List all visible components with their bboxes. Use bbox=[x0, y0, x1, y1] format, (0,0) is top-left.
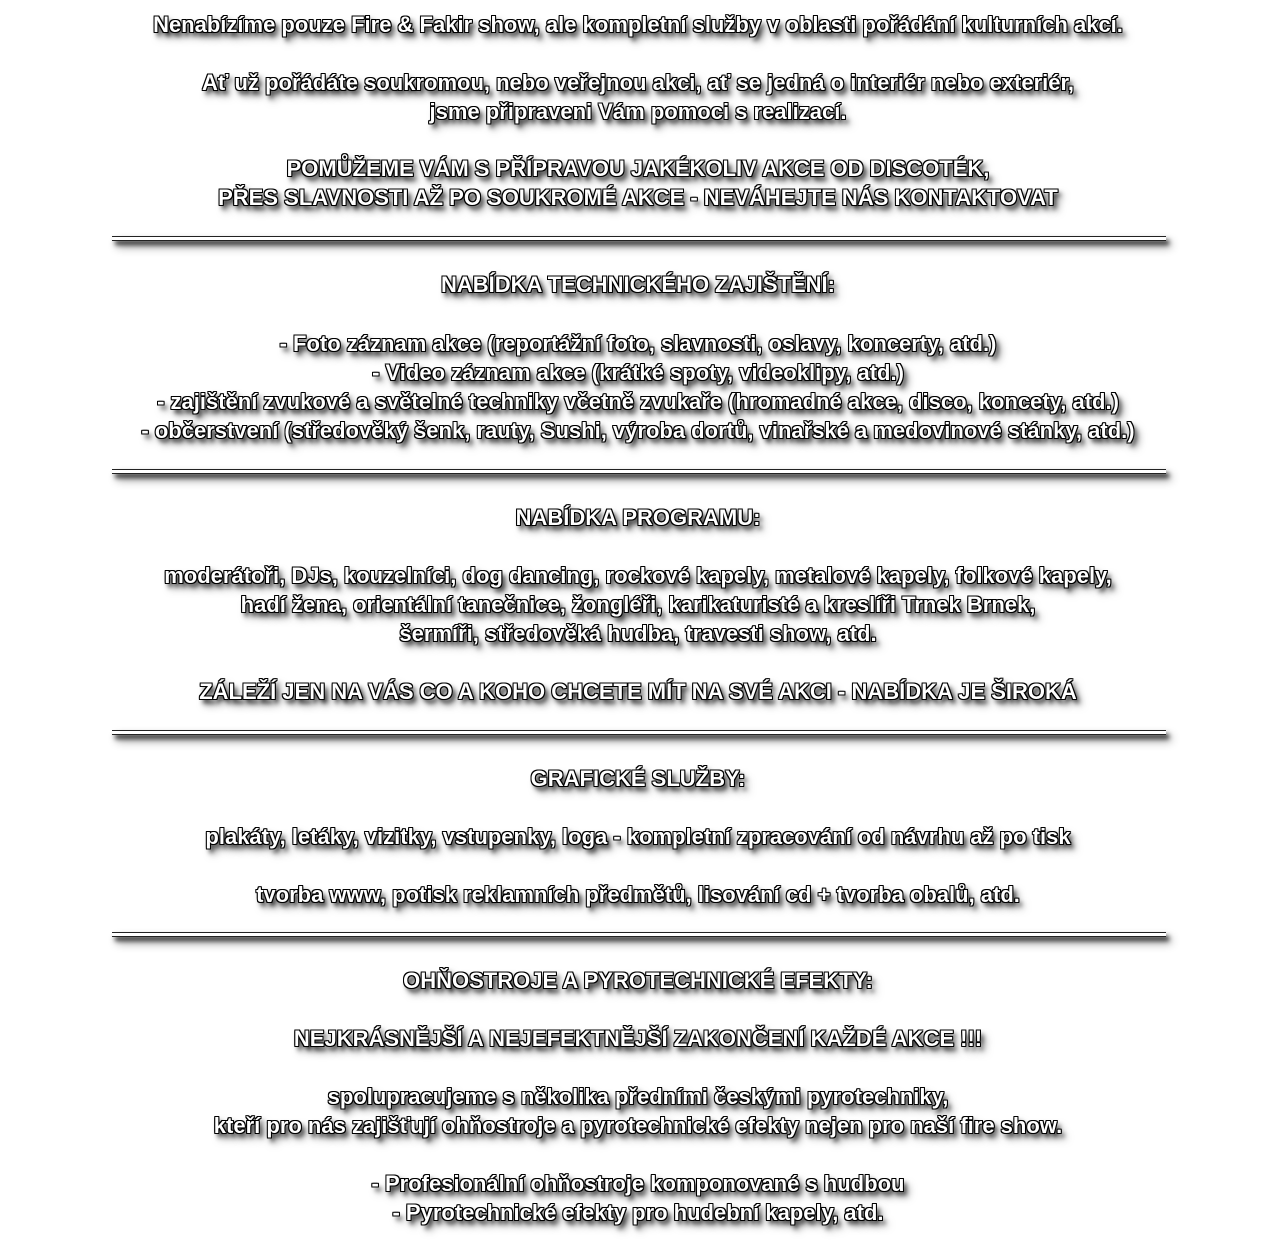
fireworks-tagline: NEJKRÁSNĚJŠÍ A NEJEFEKTNĚJŠÍ ZAKONČENÍ KAŽDÉ AKCE !!! bbox=[293, 1026, 983, 1051]
graphic-line: tvorba www, potisk reklamních předmětů, lisování cd + tvorba obalů, atd. bbox=[256, 882, 1020, 907]
program-heading: NABÍDKA PROGRAMU: bbox=[515, 505, 761, 530]
intro-paragraph: Ať už pořádáte soukromou, nebo veřejnou akci, ať se jedná o interiér nebo exteriér, bbox=[202, 70, 1074, 95]
section-divider bbox=[112, 730, 1166, 735]
section-divider bbox=[112, 932, 1166, 937]
program-line: hadí žena, orientální tanečnice, žongléři, karikaturisté a kreslíři Trnek Brnek, bbox=[240, 592, 1036, 617]
fireworks-item: - Pyrotechnické efekty pro hudební kapely, atd. bbox=[392, 1200, 884, 1225]
fireworks-heading: OHŇOSTROJE A PYROTECHNICKÉ EFEKTY: bbox=[403, 968, 873, 993]
graphic-heading: GRAFICKÉ SLUŽBY: bbox=[530, 766, 746, 791]
technical-heading: NABÍDKA TECHNICKÉHO ZAJIŠTĚNÍ: bbox=[441, 272, 835, 297]
fireworks-item: - Profesionální ohňostroje komponované s hudbou bbox=[371, 1171, 905, 1196]
fireworks-description: spolupracujeme s několika předními českými pyrotechniky, bbox=[327, 1084, 949, 1109]
intro-paragraph: Nenabízíme pouze Fire & Fakir show, ale kompletní služby v oblasti pořádání kulturních akcí. bbox=[153, 12, 1123, 37]
program-line: moderátoři, DJs, kouzelníci, dog dancing, rockové kapely, metalové kapely, folkové kapely, bbox=[164, 563, 1112, 588]
section-divider bbox=[112, 469, 1166, 474]
graphic-line: plakáty, letáky, vizitky, vstupenky, loga - kompletní zpracování od návrhu až po tisk bbox=[205, 824, 1071, 849]
program-tagline: ZÁLEŽÍ JEN NA VÁS CO A KOHO CHCETE MÍT NA SVÉ AKCI - NABÍDKA JE ŠIROKÁ bbox=[199, 679, 1077, 704]
program-line: šermíři, středověká hudba, travesti show, atd. bbox=[399, 621, 877, 646]
technical-item: - Video záznam akce (krátké spoty, videoklipy, atd.) bbox=[372, 360, 904, 385]
technical-item: - zajištění zvukové a světelné techniky včetně zvukaře (hromadné akce, disco, koncety, atd.) bbox=[157, 389, 1119, 414]
technical-item: - Foto záznam akce (reportážní foto, slavnosti, oslavy, koncerty, atd.) bbox=[279, 331, 997, 356]
intro-callout: POMŮŽEME VÁM S PŘÍPRAVOU JAKÉKOLIV AKCE OD DISCOTÉK, bbox=[286, 156, 990, 181]
technical-item: - občerstvení (středověký šenk, rauty, Sushi, výroba dortů, vinařské a medovinové stánky, atd.) bbox=[141, 418, 1135, 443]
intro-paragraph: jsme připraveni Vám pomoci s realizací. bbox=[429, 99, 847, 124]
intro-callout: PŘES SLAVNOSTI AŽ PO SOUKROMÉ AKCE - NEVÁHEJTE NÁS KONTAKTOVAT bbox=[218, 185, 1058, 210]
fireworks-description: kteří pro nás zajišťují ohňostroje a pyrotechnické efekty nejen pro naší fire show. bbox=[213, 1113, 1063, 1138]
section-divider bbox=[112, 236, 1166, 241]
